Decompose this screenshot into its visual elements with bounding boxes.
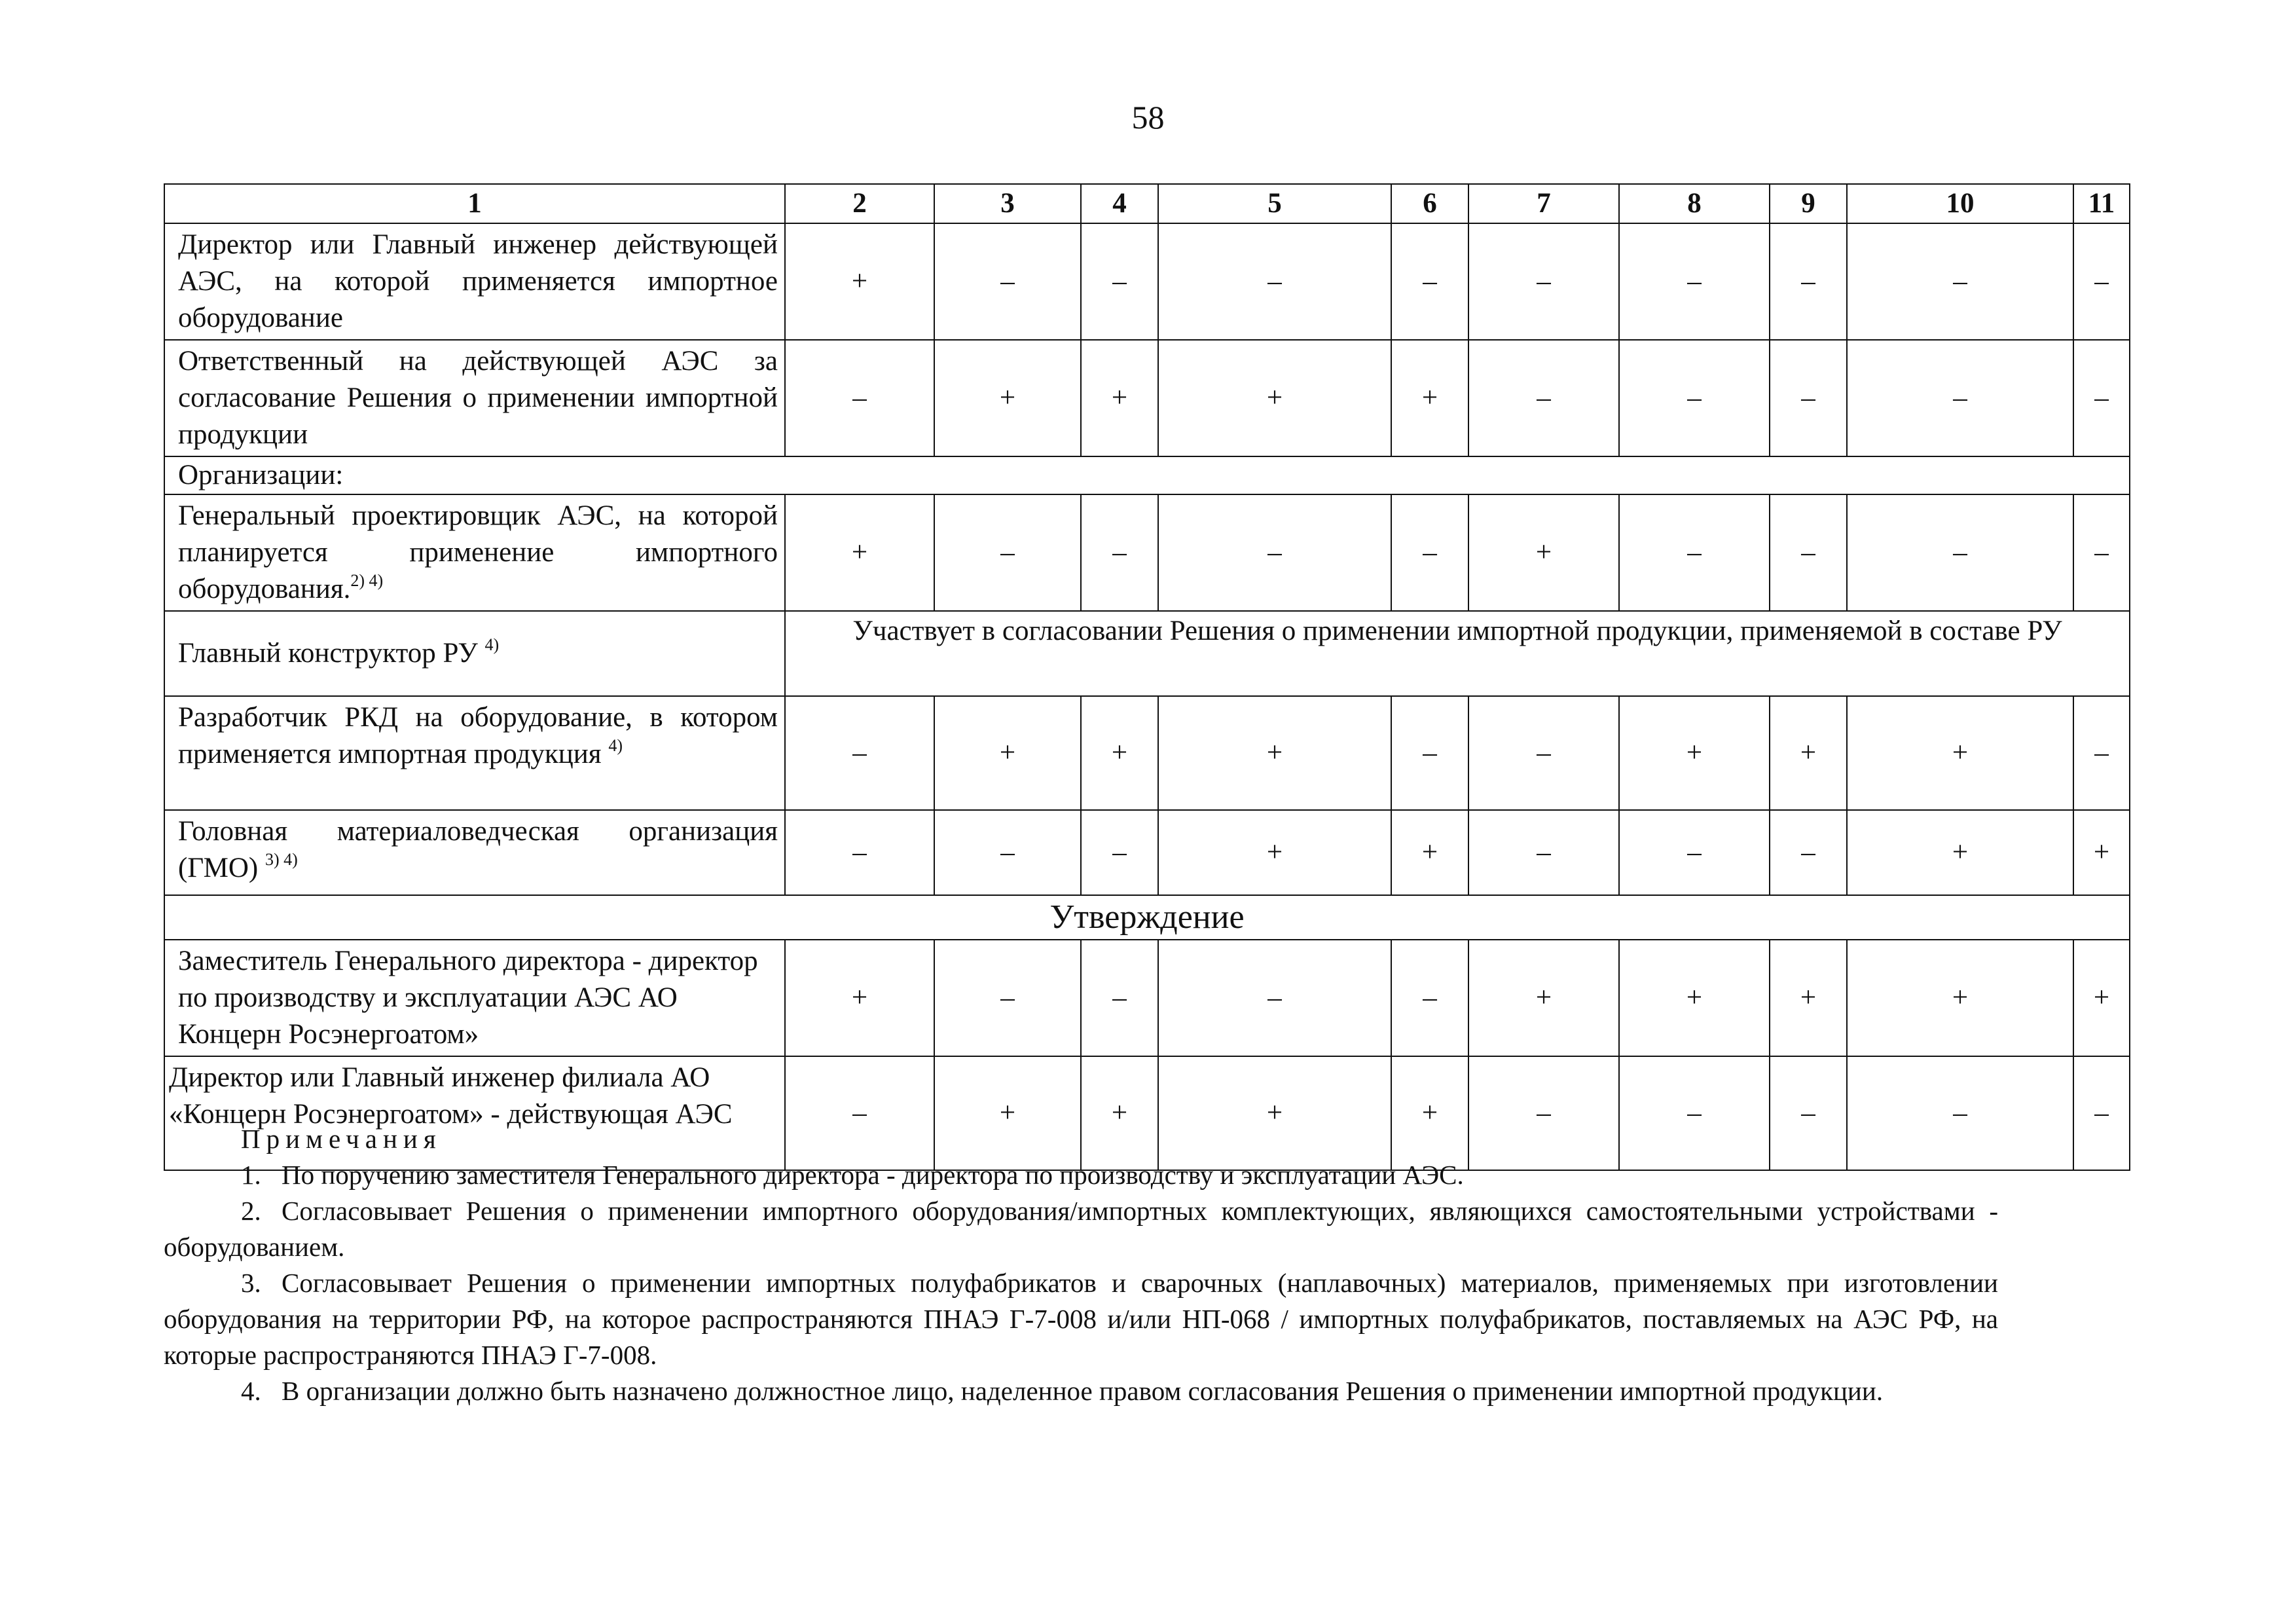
table-row <box>164 340 2130 456</box>
mark-cell: + <box>785 223 934 340</box>
mark-cell: + <box>1158 340 1391 456</box>
mark-cell: + <box>934 696 1081 810</box>
approval-matrix-table <box>164 183 2130 1171</box>
note-item <box>164 1157 1998 1193</box>
column-number: 6 <box>1391 184 1468 223</box>
mark-cell: – <box>785 696 934 810</box>
note-number: 3. <box>241 1268 261 1298</box>
table-row <box>164 940 2130 1056</box>
footnote-ref: 2) 4) <box>350 571 384 590</box>
mark-cell: + <box>1391 810 1468 895</box>
column-numbers-row <box>164 184 2130 223</box>
role-cell: Директор или Главный инженер филиала АО «Концерн Росэнергоатом» - действующая АЭС <box>164 1056 785 1170</box>
mark-cell: – <box>1391 696 1468 810</box>
column-number: 4 <box>1081 184 1158 223</box>
mark-cell: + <box>2073 810 2130 895</box>
mark-cell: – <box>1391 940 1468 1056</box>
note-number: 2. <box>241 1196 261 1226</box>
column-number: 2 <box>785 184 934 223</box>
mark-cell: + <box>1847 810 2073 895</box>
mark-cell: – <box>2073 340 2130 456</box>
column-number: 3 <box>934 184 1081 223</box>
note-item <box>164 1193 1998 1265</box>
mark-cell: + <box>1468 940 1619 1056</box>
mark-cell: – <box>1468 1056 1619 1170</box>
mark-cell: – <box>1468 810 1619 895</box>
mark-cell: – <box>1847 223 2073 340</box>
mark-cell: – <box>1158 494 1391 611</box>
role-cell: Директор или Главный инженер действующей АЭС, на которой применяется импортное оборудование <box>164 223 785 340</box>
mark-cell: – <box>1619 494 1770 611</box>
section-row <box>164 456 2130 494</box>
mark-cell: – <box>1619 810 1770 895</box>
mark-cell: – <box>1081 940 1158 1056</box>
role-cell <box>164 810 785 895</box>
mark-cell: – <box>1847 494 2073 611</box>
mark-cell: – <box>1770 223 1847 340</box>
role-cell: Ответственный на действующей АЭС за согласование Решения о применении импортной продукции <box>164 340 785 456</box>
mark-cell: – <box>1770 810 1847 895</box>
role-cell: Заместитель Генерального директора - директор по производству и эксплуатации АЭС АО Концерн Росэнергоатом» <box>164 940 785 1056</box>
mark-cell: + <box>1391 1056 1468 1170</box>
column-number: 10 <box>1847 184 2073 223</box>
mark-cell: + <box>1081 696 1158 810</box>
mark-cell: – <box>934 223 1081 340</box>
footnote-ref: 4) <box>484 635 500 654</box>
note-text: Согласовывает Решения о применении импортных полуфабрикатов и сварочных (наплавочных) материалов, применяемых при изготовлении оборудования на территории РФ, на которое распространяются ПНАЭ Г-7-008 и/или НП-068 / импортных полуфабрикатов, поставляемых на АЭС РФ, на которые распространяются ПНАЭ Г-7-008. <box>164 1268 1998 1370</box>
mark-cell: – <box>1468 223 1619 340</box>
role-text: Головная материаловедческая организация (ГМО) <box>178 816 778 883</box>
role-text: Генеральный проектировщик АЭС, на которой планируется применение импортного оборудования. <box>178 500 778 604</box>
mark-cell: + <box>1391 340 1468 456</box>
mark-cell: – <box>785 340 934 456</box>
mark-cell: – <box>934 810 1081 895</box>
span-note-cell: Участвует в согласовании Решения о применении импортной продукции, применяемой в составе РУ <box>785 611 2130 696</box>
table-row <box>164 810 2130 895</box>
mark-cell: + <box>1468 494 1619 611</box>
mark-cell: + <box>934 1056 1081 1170</box>
table-row <box>164 611 2130 696</box>
section-label: Организации: <box>164 456 2130 494</box>
mark-cell: – <box>1081 494 1158 611</box>
note-text: Согласовывает Решения о применении импортного оборудования/импортных комплектующих, являющихся самостоятельными устройствами - оборудованием. <box>164 1196 1998 1262</box>
notes-section <box>164 1121 1998 1409</box>
mark-cell: – <box>2073 494 2130 611</box>
mark-cell: – <box>934 940 1081 1056</box>
role-cell <box>164 696 785 810</box>
note-item <box>164 1373 1998 1409</box>
approval-label: Утверждение <box>164 895 2130 940</box>
note-number: 1. <box>241 1160 261 1190</box>
note-item <box>164 1265 1998 1373</box>
footnote-ref: 4) <box>608 736 623 755</box>
mark-cell: – <box>1770 340 1847 456</box>
mark-cell: – <box>1619 340 1770 456</box>
mark-cell: + <box>1847 940 2073 1056</box>
table-row <box>164 696 2130 810</box>
mark-cell: – <box>1468 340 1619 456</box>
mark-cell: + <box>1081 1056 1158 1170</box>
mark-cell: – <box>1770 1056 1847 1170</box>
column-number: 9 <box>1770 184 1847 223</box>
table-row <box>164 494 2130 611</box>
mark-cell: + <box>934 340 1081 456</box>
mark-cell: – <box>785 810 934 895</box>
mark-cell: – <box>1391 223 1468 340</box>
mark-cell: – <box>2073 223 2130 340</box>
mark-cell: – <box>1619 223 1770 340</box>
mark-cell: + <box>1847 696 2073 810</box>
mark-cell: – <box>1391 494 1468 611</box>
note-text: В организации должно быть назначено должностное лицо, наделенное правом согласования Решения о применении импортной продукции. <box>282 1376 1884 1406</box>
mark-cell: + <box>2073 940 2130 1056</box>
mark-cell: – <box>1847 340 2073 456</box>
mark-cell: – <box>785 1056 934 1170</box>
page-number: 58 <box>1131 99 1165 136</box>
mark-cell: + <box>1158 810 1391 895</box>
role-text: Главный конструктор РУ <box>178 638 478 669</box>
role-text: Разработчик РКД на оборудование, в котором применяется импортная продукция <box>178 702 778 769</box>
mark-cell: – <box>1770 494 1847 611</box>
column-number: 8 <box>1619 184 1770 223</box>
role-cell <box>164 494 785 611</box>
mark-cell: – <box>2073 696 2130 810</box>
mark-cell: + <box>1619 696 1770 810</box>
mark-cell: – <box>1081 223 1158 340</box>
mark-cell: + <box>785 940 934 1056</box>
mark-cell: + <box>1158 696 1391 810</box>
mark-cell: – <box>1468 696 1619 810</box>
role-cell <box>164 611 785 696</box>
column-number: 1 <box>164 184 785 223</box>
note-number: 4. <box>241 1376 261 1406</box>
mark-cell: + <box>1081 340 1158 456</box>
column-number: 11 <box>2073 184 2130 223</box>
mark-cell: – <box>1158 223 1391 340</box>
mark-cell: + <box>785 494 934 611</box>
mark-cell: – <box>1081 810 1158 895</box>
note-text: По поручению заместителя Генерального директора - директора по производству и эксплуатации АЭС. <box>282 1160 1464 1190</box>
column-number: 5 <box>1158 184 1391 223</box>
mark-cell: – <box>1619 1056 1770 1170</box>
table-row <box>164 223 2130 340</box>
mark-cell: – <box>1847 1056 2073 1170</box>
mark-cell: + <box>1770 940 1847 1056</box>
mark-cell: + <box>1158 1056 1391 1170</box>
notes-title: Примечания <box>241 1124 442 1154</box>
mark-cell: + <box>1619 940 1770 1056</box>
approval-band-row <box>164 895 2130 940</box>
column-number: 7 <box>1468 184 1619 223</box>
footnote-ref: 3) 4) <box>264 850 298 869</box>
mark-cell: + <box>1770 696 1847 810</box>
mark-cell: – <box>2073 1056 2130 1170</box>
mark-cell: – <box>1158 940 1391 1056</box>
mark-cell: – <box>934 494 1081 611</box>
